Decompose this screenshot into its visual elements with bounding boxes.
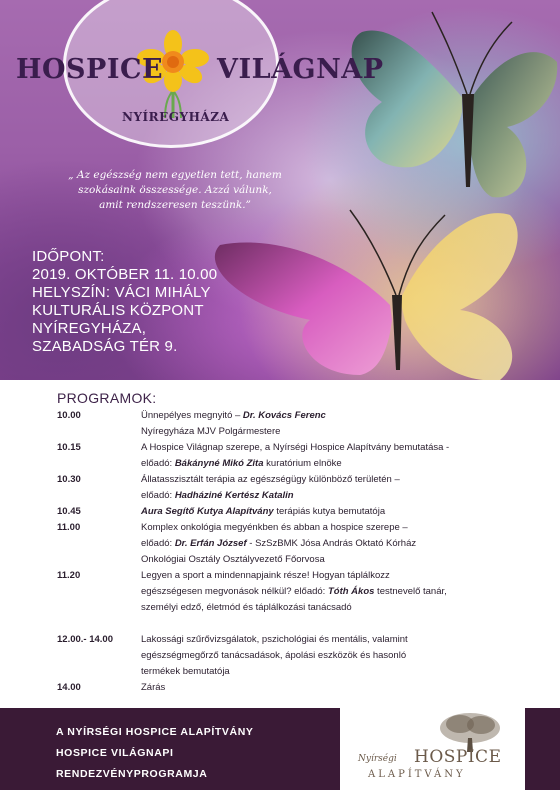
event-line: 2019. OKTÓBER 11. 10.00: [32, 266, 218, 283]
program-desc: Komplex onkológia megyénkben és abban a hospice szerepe – előadó: Dr. Erfán József - SzSzBMK Jósa András Oktató Kórház Onkológiai Osztály Osztályvezető Főorvosa: [141, 522, 417, 565]
program-item: [57, 520, 547, 568]
program-desc: Aura Segítő Kutya Alapítvány terápiás kutya bemutatója: [141, 506, 386, 517]
footer-line: HOSPICE VILÁGNAPI: [56, 747, 174, 759]
speaker-name: Dr. Erfán József: [174, 538, 247, 549]
program-desc: Ünnepélyes megnyitó – Dr. Kovács Ferenc Nyíregyháza MJV Polgármestere: [141, 410, 326, 437]
program-item: [57, 568, 547, 616]
title-city: NYÍREGYHÁZA: [122, 110, 230, 124]
event-line: NYÍREGYHÁZA,: [32, 320, 147, 337]
organization-name: Aura Segítő Kutya Alapítvány: [141, 506, 274, 517]
event-line: HELYSZÍN: VÁCI MIHÁLY: [32, 284, 211, 301]
event-line: IDŐPONT:: [32, 248, 105, 265]
event-line: KULTURÁLIS KÖZPONT: [32, 302, 204, 319]
tree-icon: [435, 712, 505, 752]
speaker-name: Tóth Ákos: [327, 586, 375, 597]
quote: [40, 168, 310, 213]
program-desc: Lakossági szűrővizsgálatok, pszichológiai és mentális, valamint egészségmegőrző tanácsadások, ápolási eszközök és hasonló termékek bemutatója: [141, 634, 408, 677]
hospice-logo: [340, 708, 525, 790]
butterfly-bottom-icon: [200, 195, 560, 380]
title-hospice: HOSPICE: [16, 54, 164, 85]
program-time: 14.00: [57, 682, 81, 693]
speaker-name: Hadháziné Kertész Katalin: [174, 490, 294, 501]
program-time: 10.30: [57, 474, 81, 485]
quote-line: szokásaink összessége. Azzá válunk,: [78, 184, 272, 196]
footer-line: A NYÍRSÉGI HOSPICE ALAPÍTVÁNY: [56, 726, 254, 738]
program-time: 12.00.- 14.00: [57, 634, 113, 645]
program-time: 10.00: [57, 410, 81, 421]
speaker-name: Dr. Kovács Ferenc: [242, 410, 326, 421]
logo-word-alapitvany: ALAPÍTVÁNY: [368, 769, 466, 780]
program-item: [57, 632, 547, 680]
logo-word-nyirsegi: Nyírségi: [358, 754, 397, 764]
event-line: SZABADSÁG TÉR 9.: [32, 338, 178, 355]
program-time: 11.20: [57, 570, 81, 581]
program-item: [57, 472, 547, 504]
quote-line: amit rendszeresen teszünk.”: [99, 199, 251, 211]
quote-line: „ Az egészség nem egyetlen tett, hanem: [68, 169, 282, 181]
program-desc: Állatasszisztált terápia az egészségügy különböző területén – előadó: Hadháziné Kertész Katalin: [141, 474, 400, 501]
hero-banner: [0, 0, 560, 380]
program-list: [57, 408, 547, 696]
program-time: 11.00: [57, 522, 81, 533]
footer-line: RENDEZVÉNYPROGRAMJA: [56, 768, 208, 780]
butterfly-top-icon: [312, 2, 560, 212]
event-info: [32, 248, 217, 356]
logo-word-hospice: HOSPICE: [414, 747, 502, 767]
footer-text: [56, 722, 253, 785]
program-time: 10.15: [57, 442, 81, 453]
program-item: [57, 504, 547, 520]
program-item: [57, 680, 547, 696]
program-desc: Legyen a sport a mindennapjaink része! Hogyan táplálkozz egészségesen megvonások nélkül? előadó: Tóth Ákos testnevelő tanár, személyi edző, életmód és táplálkozási tanácsadó: [141, 570, 447, 613]
program-desc: A Hospice Világnap szerepe, a Nyírségi Hospice Alapítvány bemutatása - előadó: Bákányné Mikó Zita kuratórium elnöke: [141, 442, 450, 469]
title-vilagnap: VILÁGNAP: [217, 54, 384, 85]
program-item: [57, 440, 547, 472]
footer: [0, 708, 560, 790]
programs-title: PROGRAMOK:: [57, 390, 157, 406]
speaker-name: Bákányné Mikó Zita: [174, 458, 264, 469]
program-desc: Zárás: [141, 682, 166, 693]
program-time: 10.45: [57, 506, 81, 517]
program-item: [57, 408, 547, 440]
